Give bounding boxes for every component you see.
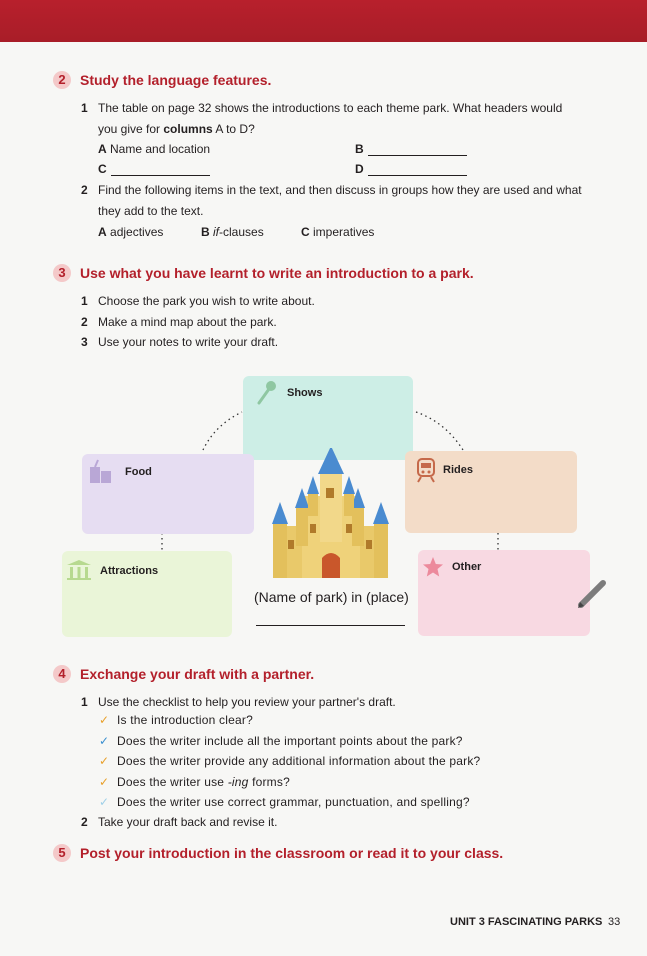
section-4-number: 4	[53, 665, 71, 683]
s3-item3-number: 3	[81, 335, 88, 349]
star-icon	[422, 556, 444, 583]
section-5-title: Post your introduction in the classroom or read it to your class.	[80, 845, 504, 861]
s4-item2-number: 2	[81, 815, 88, 829]
section-2-title: Study the language features.	[80, 72, 272, 88]
pencil-icon	[575, 577, 609, 616]
section-2-number: 2	[53, 71, 71, 89]
checklist-item-4: Does the writer use -ing forms?	[117, 775, 290, 789]
attractions-label: Attractions	[100, 565, 159, 577]
food-label: Food	[125, 466, 152, 478]
drink-icon	[88, 459, 114, 490]
s2-item2-number: 2	[81, 183, 88, 197]
s2-option-c-letter: C	[98, 162, 107, 176]
s3-item1-text: Choose the park you wish to write about.	[98, 294, 315, 308]
s3-item2-text: Make a mind map about the park.	[98, 315, 277, 329]
check-icon: ✓	[99, 795, 110, 809]
s2-item2-option-b: B if-clauses	[201, 225, 264, 239]
page-number: 33	[608, 916, 621, 928]
s4-item1-number: 1	[81, 695, 88, 709]
section-4-title: Exchange your draft with a partner.	[80, 666, 315, 682]
shows-label: Shows	[287, 387, 323, 399]
s2-blank-d[interactable]	[368, 175, 467, 176]
s3-item2-number: 2	[81, 315, 88, 329]
s2-blank-c[interactable]	[111, 175, 210, 176]
pillars-icon	[66, 559, 92, 586]
s3-item3-text: Use your notes to write your draft.	[98, 335, 279, 349]
s2-item2-option-a: A adjectives	[98, 225, 164, 239]
s2-blank-b[interactable]	[368, 155, 467, 156]
s3-item1-number: 1	[81, 294, 88, 308]
s2-option-d-letter: D	[355, 162, 364, 176]
check-icon: ✓	[99, 754, 110, 768]
s4-item2-text: Take your draft back and revise it.	[98, 815, 278, 829]
check-icon: ✓	[99, 713, 110, 727]
castle-illustration	[268, 448, 393, 585]
other-label: Other	[452, 561, 482, 573]
checklist-item-2: Does the writer include all the important points about the park?	[117, 734, 463, 748]
section-3-title: Use what you have learnt to write an introduction to a park.	[80, 265, 474, 281]
center-answer-line[interactable]	[256, 625, 405, 626]
section-3-number: 3	[53, 264, 71, 282]
rides-label: Rides	[443, 464, 473, 476]
check-icon: ✓	[99, 734, 110, 748]
footer-unit-title: UNIT 3 FASCINATING PARKS	[450, 916, 603, 928]
top-banner	[0, 0, 647, 42]
microphone-icon	[255, 380, 277, 411]
check-icon: ✓	[99, 775, 110, 789]
s2-item1-number: 1	[81, 101, 88, 115]
s2-item2-line1: Find the following items in the text, and then discuss in groups how they are used and what	[98, 183, 582, 197]
s2-item1-line2: you give for columns A to D?	[98, 122, 255, 136]
s2-item1-line1: The table on page 32 shows the introductions to each theme park. What headers would	[98, 101, 563, 115]
center-park-label: (Name of park) in (place)	[254, 589, 409, 605]
train-icon	[415, 457, 437, 488]
s2-option-a: A Name and location	[98, 142, 211, 156]
checklist-item-3: Does the writer provide any additional information about the park?	[117, 754, 481, 768]
section-5-number: 5	[53, 844, 71, 862]
s2-item2-line2: they add to the text.	[98, 204, 204, 218]
s2-option-b-letter: B	[355, 142, 364, 156]
checklist-item-1: Is the introduction clear?	[117, 713, 253, 727]
s2-item2-option-c: C imperatives	[301, 225, 375, 239]
checklist-item-5: Does the writer use correct grammar, punctuation, and spelling?	[117, 795, 470, 809]
s4-item1-text: Use the checklist to help you review your partner's draft.	[98, 695, 396, 709]
